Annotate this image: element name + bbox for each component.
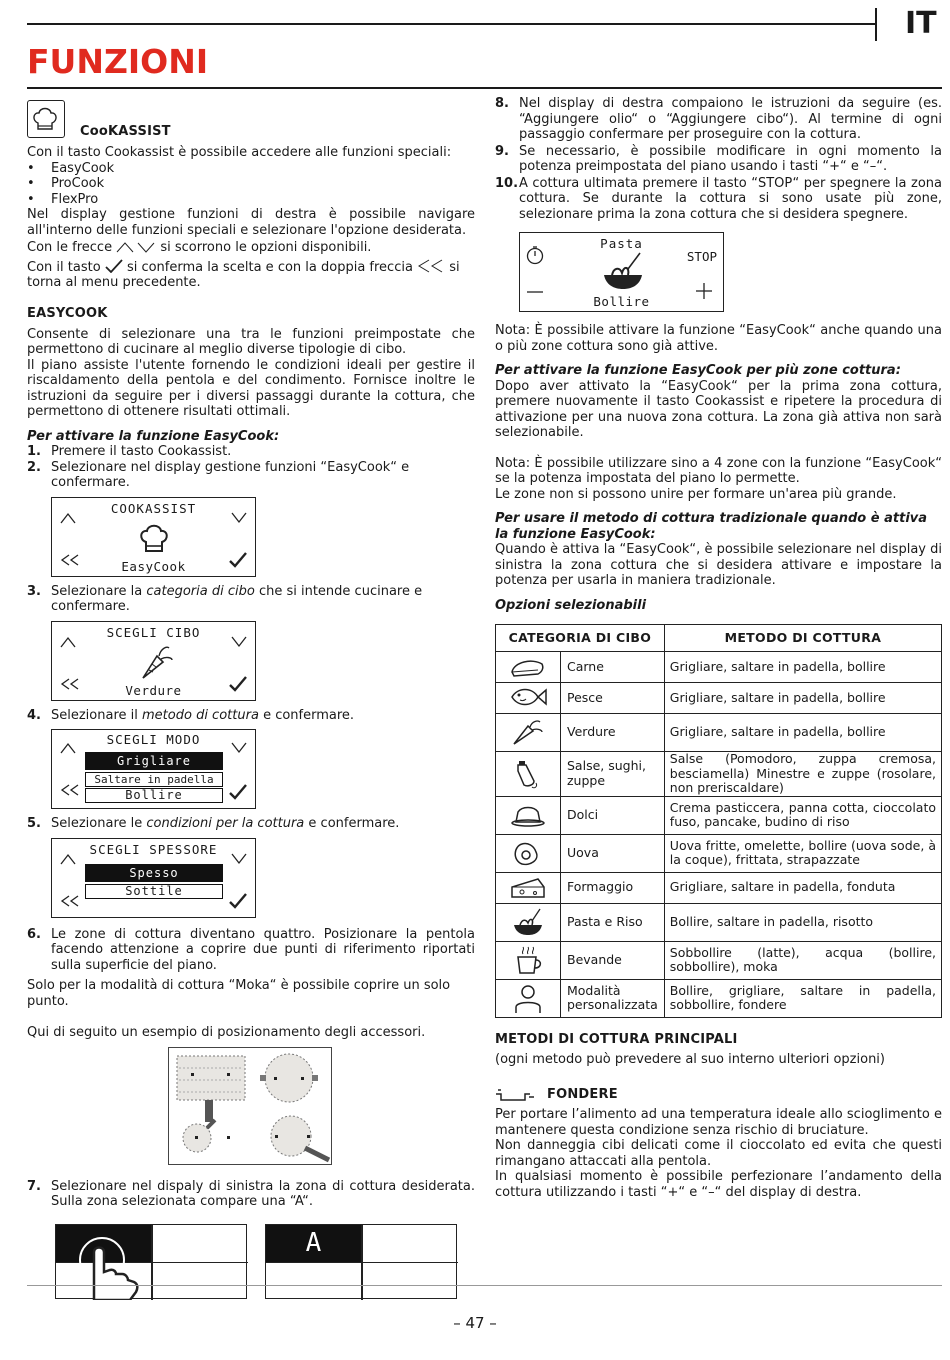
table-row xyxy=(496,714,942,752)
cooking-method: Grigliare, saltare in padella, bollire xyxy=(664,652,941,683)
top-rule xyxy=(27,23,875,25)
category-icon-cell xyxy=(496,652,561,683)
pasta-icon xyxy=(508,907,548,937)
special-functions-list xyxy=(27,161,475,208)
option: Sottile xyxy=(85,884,223,899)
table-row xyxy=(496,834,942,872)
cookware-positioning-diagram xyxy=(169,1048,331,1164)
category-name: Salse, sughi, zuppe xyxy=(561,752,665,797)
down-arrow-icon xyxy=(231,853,247,865)
dessert-icon xyxy=(508,800,548,830)
easycook-heading: EASYCOOK xyxy=(27,305,108,321)
cheese-icon xyxy=(508,873,548,903)
note-1: Nota: È possibile attivare la funzione “EasyCook“ anche quando una o più zone cottura sono già attive. xyxy=(495,323,942,354)
page-title: FUNZIONI xyxy=(27,42,209,81)
selected-option: Spesso xyxy=(85,864,223,882)
list-item: • ProCook xyxy=(27,176,475,192)
drink-icon xyxy=(508,945,548,975)
column-header: CATEGORIA DI CIBO xyxy=(496,625,665,652)
table-row xyxy=(496,652,942,683)
step-1: 1. Premere il tasto Cookassist. xyxy=(27,444,232,459)
step-3: 3. Selezionare la categoria di cibo che si intende cucinare e confermare. xyxy=(27,583,423,614)
table-row xyxy=(496,752,942,797)
traditional-text: Quando è attiva la “EasyCook“, è possibile selezionare nel display di sinistra la zona cottura che si desidera attivare e impostare la potenza per usarla in maniera tradizionale. xyxy=(495,542,942,588)
check-icon xyxy=(229,784,247,800)
display-cookassist xyxy=(51,497,256,577)
list-item: • EasyCook xyxy=(27,161,475,177)
table-row xyxy=(496,796,942,834)
down-arrow-icon xyxy=(231,742,247,754)
table-row xyxy=(496,872,942,903)
page-number: – 47 – xyxy=(453,1314,497,1332)
confirm-text: Con il tasto si conferma la scelta e con la doppia freccia si torna al menu precedente. xyxy=(27,259,460,290)
category-icon-cell xyxy=(496,796,561,834)
category-icon-cell xyxy=(496,834,561,872)
hob-zones-illustration xyxy=(168,1047,332,1165)
display-title: COOKASSIST xyxy=(110,500,197,516)
cooking-method: Crema pasticcera, panna cotta, cioccolato fuso, pancake, budino di riso xyxy=(664,796,941,834)
category-icon-cell xyxy=(496,872,561,903)
up-arrow-icon xyxy=(60,512,76,524)
display-thickness xyxy=(51,838,256,918)
meat-icon xyxy=(508,652,548,682)
category-icon-cell xyxy=(496,941,561,979)
step-10: 10. A cottura ultimata premere il tasto “STOP“ per spegnere la zona cottura. Se durante la cottura si sono usate più zone, selezionare prima la zona cottura che si desidera spegnere. xyxy=(495,175,942,222)
category-name: Dolci xyxy=(561,796,665,834)
easycook-p2: Il piano assiste l'utente fornendo le condizioni ideali per gestire il riscaldamento della pentola e del condimento. Fornisce inoltre le istruzioni da seguire per i diversi passaggi durante la cottura, che permettono di ottenere risultati ottimali. xyxy=(27,357,475,419)
header-divider xyxy=(875,8,877,41)
display-title: Pasta xyxy=(600,236,643,251)
sauce-icon xyxy=(508,759,548,789)
up-down-arrows-icon xyxy=(116,240,156,253)
category-icon-cell xyxy=(496,903,561,941)
easycook-p1: Consente di selezionare una tra le funzioni preimpostate che permettono di cucinare al meglio diverse tipologie di cibo. xyxy=(27,326,475,357)
up-arrow-icon xyxy=(60,742,76,754)
moka-note: Solo per la modalità di cottura “Moka“ è possibile coprire un solo punto. xyxy=(27,978,451,1009)
cooking-method: Grigliare, saltare in padella, bollire xyxy=(664,714,941,752)
fondere-p1: Per portare l’alimento ad una temperatura ideale allo scioglimento e mantenere questa condizione senza rischio di bruciature. xyxy=(495,1107,942,1138)
option: Saltare in padella xyxy=(85,772,223,787)
step-9: 9. Se necessario, è possibile modificare in ogni momento la potenza preimpostata del piano usando i tasti “+“ e “–“. xyxy=(495,143,942,174)
display-label: Verdure xyxy=(125,682,182,698)
display-title: SCEGLI CIBO xyxy=(106,624,201,640)
zone-selection-displays xyxy=(27,1224,475,1304)
table-row xyxy=(496,979,942,1017)
multi-zone-title: Per attivare la funzione EasyCook per più zone cottura: xyxy=(495,363,901,378)
display-title: SCEGLI SPESSORE xyxy=(89,841,218,857)
step-5: 5. Selezionare le condizioni per la cottura e confermare. xyxy=(27,816,400,831)
display-cooking-method xyxy=(51,729,256,809)
fondere-p2: Non danneggia cibi delicati come il cioccolato ed evita che questi rimangano attaccati alla pentola. xyxy=(495,1138,942,1169)
left-display-zone-a xyxy=(265,1224,457,1299)
down-arrow-icon xyxy=(231,636,247,648)
pasta-icon xyxy=(600,251,646,291)
up-arrow-icon xyxy=(60,853,76,865)
cooking-method: Grigliare, saltare in padella, fonduta xyxy=(664,872,941,903)
note-3: Le zone non si possono unire per formare un'area più grande. xyxy=(495,486,897,502)
cooking-method: Bollire, saltare in padella, risotto xyxy=(664,903,941,941)
category-icon-cell xyxy=(496,683,561,714)
arrows-text: Con le frecce si scorrono le opzioni disponibili. xyxy=(27,240,372,255)
list-item: • FlexPro xyxy=(27,192,475,208)
display-title: SCEGLI MODO xyxy=(106,732,201,747)
category-name: Verdure xyxy=(561,714,665,752)
language-code: IT xyxy=(905,6,937,41)
vegetables-icon xyxy=(508,718,548,748)
title-rule xyxy=(27,87,942,89)
chef-hat-icon xyxy=(27,100,65,138)
table-header-row xyxy=(496,625,942,652)
left-column xyxy=(27,96,475,1304)
methods-heading: METODI DI COTTURA PRINCIPALI xyxy=(495,1031,738,1047)
category-name: Bevande xyxy=(561,941,665,979)
methods-subtitle: (ogni metodo può prevedere al suo interno ulteriori opzioni) xyxy=(495,1051,885,1067)
back-arrow-icon xyxy=(60,895,80,907)
fondere-p3: In qualsiasi momento è possibile perfezionare l’andamento della cottura utilizzando i tasti “+“ e “–“ del display di destra. xyxy=(495,1169,942,1200)
right-column xyxy=(495,96,942,1200)
category-name: Formaggio xyxy=(561,872,665,903)
back-arrow-icon xyxy=(60,784,80,796)
footer-rule xyxy=(27,1285,942,1286)
step-8: 8. Nel display di destra compaiono le istruzioni da seguire (es. “Aggiungere olio“ o “Aggiungere cibo“). Al termine di ogni passaggio confermare per proseguire con la cottura. xyxy=(495,96,942,142)
chef-hat-icon xyxy=(135,518,173,556)
melt-icon xyxy=(495,1088,535,1102)
category-icon-cell xyxy=(496,979,561,1017)
step-4: 4. Selezionare il metodo di cottura e confermare. xyxy=(27,707,355,723)
activate-title: Per attivare la funzione EasyCook: xyxy=(27,428,280,444)
display-label: EasyCook xyxy=(121,558,186,574)
food-category-table xyxy=(495,624,942,1018)
cooking-method: Grigliare, saltare in padella, bollire xyxy=(664,683,941,714)
category-icon-cell xyxy=(496,714,561,752)
category-name: Pesce xyxy=(561,683,665,714)
example-text: Qui di seguito un esempio di posizionamento degli accessori. xyxy=(27,1025,426,1040)
timer-icon xyxy=(526,245,544,265)
category-name: Pasta e Riso xyxy=(561,903,665,941)
fondere-header xyxy=(495,1087,942,1103)
check-icon xyxy=(105,259,123,273)
cookassist-heading: CooKASSIST xyxy=(80,124,171,139)
cooking-method: Uova fritte, omelette, bollire (uova sode, à la coque), frittata, strapazzate xyxy=(664,834,941,872)
options-title: Opzioni selezionabili xyxy=(495,597,647,613)
display-food-category xyxy=(51,621,256,701)
cookassist-header xyxy=(27,96,475,138)
category-name: Uova xyxy=(561,834,665,872)
multi-zone-text: Dopo aver attivato la “EasyCook“ per la prima zona cottura, premere nuovamente il tasto Cookassist e ripetere la procedura di attivazione per una nuova zona cottura. La zona già attiva non sarà selezionabile. xyxy=(495,378,942,440)
selected-option: Grigliare xyxy=(85,752,223,770)
left-display-touch xyxy=(55,1224,247,1299)
stop-label: STOP xyxy=(686,249,717,264)
double-back-arrow-icon xyxy=(417,259,445,273)
display-pasta xyxy=(519,232,724,312)
column-header: METODO DI COTTURA xyxy=(664,625,941,652)
cooking-method: Salse (Pomodoro, zuppa cremosa, besciamella) Minestre e zuppe (rosolare, non preriscaldare) xyxy=(664,752,941,797)
cooking-method: Sobbollire (latte), acqua (bollire, sobbollire), moka xyxy=(664,941,941,979)
egg-icon xyxy=(508,838,548,868)
step-6: 6. Le zone di cottura diventano quattro. Posizionare la pentola facendo attenzione a coprire due punti di riferimento riportati sulla superficie del piano. xyxy=(27,926,475,973)
zone-letter: A xyxy=(266,1225,361,1262)
table-row xyxy=(496,683,942,714)
option: Bollire xyxy=(85,788,223,803)
traditional-title: Per usare il metodo di cottura tradizionale quando è attiva la funzione EasyCook: xyxy=(495,511,928,542)
table-row xyxy=(496,903,942,941)
fondere-title: FONDERE xyxy=(547,1087,618,1102)
note-2: Nota: È possibile utilizzare sino a 4 zone con la funzione “EasyCook“ se la potenza impostata del piano lo permette. xyxy=(495,455,942,486)
category-icon-cell xyxy=(496,752,561,797)
vegetables-icon xyxy=(135,642,175,682)
step-2: 2. Selezionare nel display gestione funzioni “EasyCook“ e confermare. xyxy=(27,459,410,490)
category-name: Carne xyxy=(561,652,665,683)
cookassist-intro: Con il tasto Cookassist è possibile accedere alle funzioni speciali: xyxy=(27,145,452,160)
down-arrow-icon xyxy=(231,512,247,524)
check-icon xyxy=(229,893,247,909)
finger-touch-icon xyxy=(64,1230,144,1300)
display-label: Bollire xyxy=(593,294,650,309)
cooking-method: Bollire, grigliare, saltare in padella, sobbollire, fondere xyxy=(664,979,941,1017)
table-row xyxy=(496,941,942,979)
user-icon xyxy=(508,983,548,1013)
up-arrow-icon xyxy=(60,636,76,648)
fish-icon xyxy=(508,683,548,713)
cookassist-text: Nel display gestione funzioni di destra è possibile navigare all'interno delle funzioni speciali e selezionare l'opzione desiderata. xyxy=(27,207,475,238)
step-7: 7. Selezionare nel dispaly di sinistra la zona di cottura desiderata. Sulla zona selezionata compare una “A“. xyxy=(27,1178,475,1209)
category-name: Modalità personalizzata xyxy=(561,979,665,1017)
